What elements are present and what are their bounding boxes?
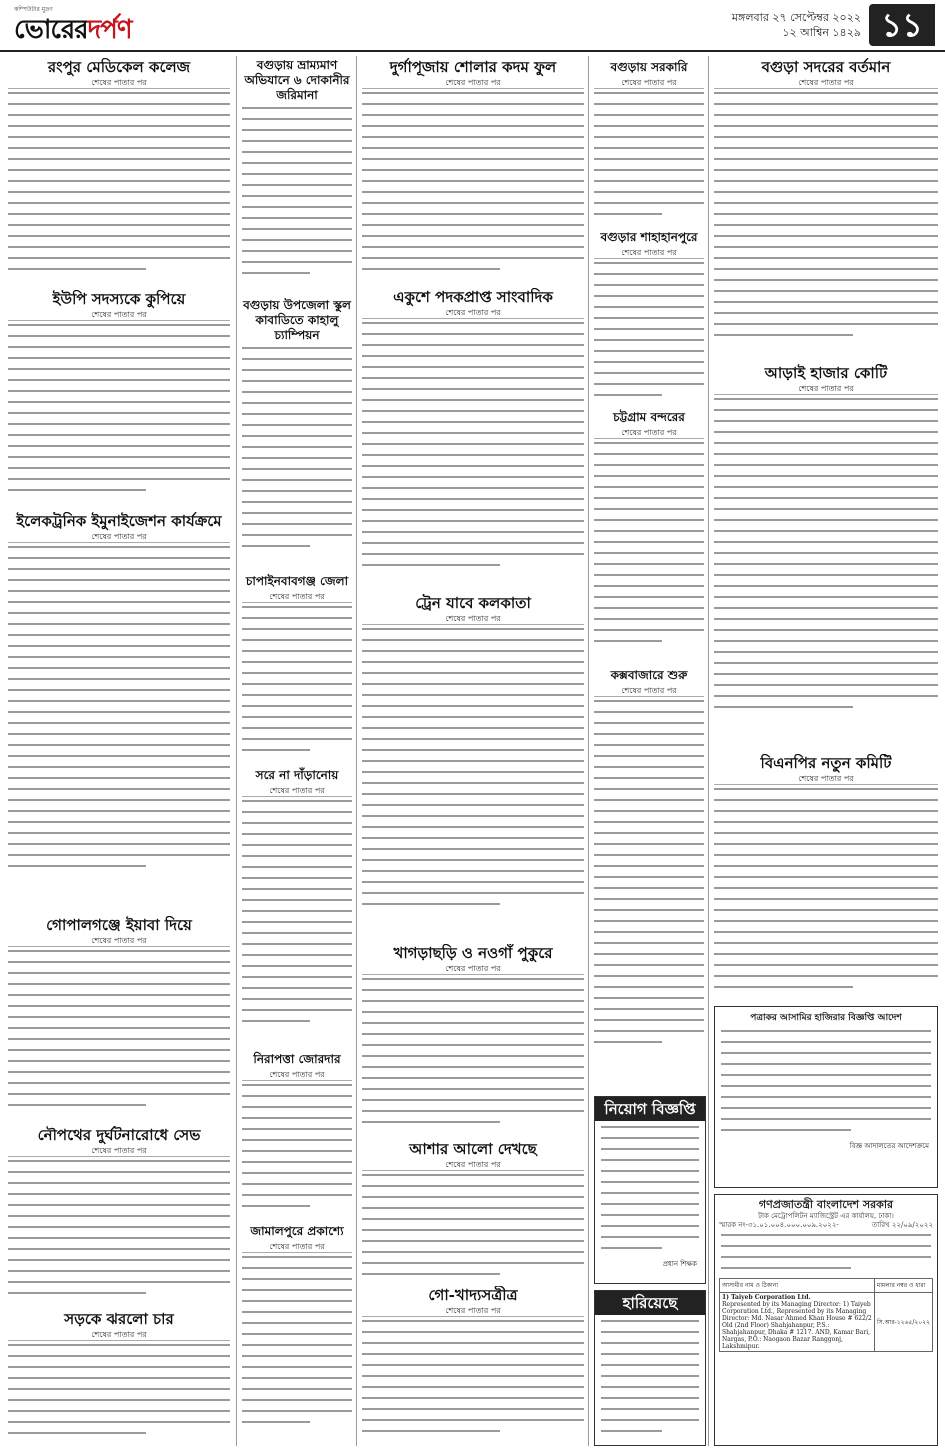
gov-table-header-right: মামলার নম্বর ও ধারা <box>874 1279 932 1293</box>
gov-table-case: সি.আর-১২৬৫/২০২২ <box>874 1293 932 1352</box>
continued-label: শেষের পাতার পর <box>8 309 230 321</box>
article-body <box>8 1344 230 1434</box>
continued-label: শেষের পাতার পর <box>362 613 584 625</box>
summons-title: পত্রাকর আসামির হাজিরার বিজ্ঞপ্তি আদেশ <box>750 1013 902 1023</box>
column-divider <box>236 56 237 1446</box>
summons-body <box>715 1025 937 1131</box>
continued-label: শেষের পাতার পর <box>362 1159 584 1171</box>
continued-label: শেষের পাতার পর <box>362 307 584 319</box>
continued-label: শেষের পাতার পর <box>8 531 230 543</box>
article-body <box>242 1256 352 1423</box>
headline: আশার আলো দেখছে <box>409 1140 537 1158</box>
story-security <box>242 1050 352 1216</box>
story-sore-na-dara <box>242 766 352 1044</box>
story-up-member <box>8 290 230 506</box>
gov-memo-row <box>715 1221 937 1230</box>
masthead <box>0 0 945 52</box>
story-khagrachari <box>362 944 584 1134</box>
continued-label: শেষের পাতার পর <box>594 427 704 439</box>
story-road-char <box>8 1310 230 1446</box>
date-english: মঙ্গলবার ২৭ সেপ্টেম্বর ২০২২ <box>731 11 861 24</box>
continued-label: শেষের পাতার পর <box>362 77 584 89</box>
headline: দুর্গাপূজায় শোলার কদম ফুল <box>389 58 557 76</box>
story-go-khadyo <box>362 1286 584 1446</box>
story-jamalpur <box>242 1222 352 1446</box>
story-bogura-present <box>714 58 938 358</box>
headline: নিরাপত্তা জোরদার <box>253 1052 341 1066</box>
article-body <box>714 92 938 336</box>
headline: বগুড়ার শাহাহানপুরে <box>600 230 698 244</box>
ad-body <box>595 1121 705 1249</box>
article-body <box>594 92 704 215</box>
article-body <box>714 398 938 708</box>
ad-body <box>595 1315 705 1432</box>
newspaper-logo <box>14 4 132 48</box>
continued-label: শেষের পাতার পর <box>594 77 704 89</box>
ad-signature: প্রধান শিক্ষক <box>662 1260 697 1268</box>
article-body <box>594 442 704 642</box>
continued-label: শেষের পাতার পর <box>594 247 704 259</box>
continued-label: শেষের পাতার পর <box>362 963 584 975</box>
headline: ট্রেন যাবে কলকাতা <box>415 594 531 612</box>
date-bangla: ১২ আশ্বিন ১৪২৯ <box>782 26 861 39</box>
continued-label: শেষের পাতার পর <box>8 77 230 89</box>
headline: খাগড়াছড়ি ও নওগাঁ পুকুরে <box>393 944 553 962</box>
continued-label: শেষের পাতার পর <box>242 1069 352 1081</box>
story-train-kolkata <box>362 594 584 938</box>
ad-title: হারিয়েছে <box>595 1291 705 1315</box>
date-block <box>732 10 861 40</box>
headline: চট্টগ্রাম বন্দরের <box>613 410 685 424</box>
headline: রংপুর মেডিকেল কলেজ <box>47 58 191 76</box>
continued-label: শেষের পাতার পর <box>8 1145 230 1157</box>
headline: চাপাইনবাবগঞ্জ জেলা <box>245 574 349 588</box>
continued-label: শেষের পাতার পর <box>8 1329 230 1341</box>
story-bogura-upazila-school <box>242 298 352 566</box>
article-body <box>242 107 352 274</box>
article-body <box>242 1084 352 1207</box>
gov-memo: স্মারক নং-৩১.০১.০০৪.০০০.০০৯.২০২২- <box>719 1221 839 1229</box>
headline: বগুড়া সদরের বর্তমান <box>761 58 891 76</box>
article-body <box>242 347 352 547</box>
article-body <box>362 978 584 1123</box>
ad-harano <box>594 1290 706 1446</box>
story-gopalganj <box>8 916 230 1120</box>
continued-label: শেষের পাতার পর <box>242 591 352 603</box>
gov-date: তারিখ ২২/০৯/২০২২ <box>871 1221 933 1229</box>
continued-label: শেষের পাতার পর <box>362 1305 584 1317</box>
article-body <box>8 324 230 491</box>
article-body <box>362 1320 584 1432</box>
ad-gov-notice <box>714 1194 938 1446</box>
article-body <box>714 788 938 988</box>
ad-niyog-biggyapti <box>594 1096 706 1284</box>
story-electronic-immunization <box>8 512 230 910</box>
headline: নৌপথের দুর্ঘটনারোধে সেভ <box>37 1126 201 1144</box>
story-coxsbazar <box>594 666 704 1090</box>
headline: বগুড়ায় উপজেলা স্কুল কাবাডিতে কাহালু চ্যাম্পিয়ন <box>243 298 351 342</box>
headline: বিএনপির নতুন কমিটি <box>760 754 892 772</box>
continued-label: শেষের পাতার পর <box>242 785 352 797</box>
story-bogura-govt <box>594 58 704 222</box>
story-chapainawabganj <box>242 572 352 760</box>
headline: জামালপুরে প্রকাশ্যে <box>250 1224 344 1238</box>
column-divider <box>708 56 709 1446</box>
story-boat-accident <box>8 1126 230 1304</box>
story-durga-puja <box>362 58 584 282</box>
headline: আড়াই হাজার কোটি <box>764 364 888 382</box>
gov-body <box>715 1230 937 1269</box>
story-chattogram-port <box>594 408 704 660</box>
article-body <box>8 950 230 1106</box>
story-ekushe-padak <box>362 288 584 588</box>
gov-table <box>719 1278 933 1352</box>
ad-court-summons <box>714 1006 938 1188</box>
article-body <box>242 800 352 1022</box>
gov-table-accused: 1) Taiyeb Corporation Ltd. Represented by its Managing Director: 1) Taiyeb Corporation Ltd., Represented by its Managing Director: Md. Nasar Ahmed Khan House # 622/2 Old (2nd Floor) Shahjahanpur, P.S.: Shahjahanpur, Dhaka # 1217. AND, Kamar Bari, Nargas, P.O.: Naogaon Bazar Ranggonj, Lakshmipur. <box>720 1293 875 1352</box>
continued-label: শেষের পাতার পর <box>714 773 938 785</box>
article-body <box>8 92 230 270</box>
article-body <box>242 606 352 751</box>
article-body <box>362 322 584 566</box>
article-body <box>8 546 230 867</box>
logo-tagline: কম্পিউটার মুদ্রণ <box>14 6 53 13</box>
logo-wordmark: ভোরেরদর্পণ <box>14 15 132 45</box>
article-body <box>594 262 704 396</box>
article-body <box>362 1174 584 1275</box>
headline: গোপালগঞ্জে ইয়াবা দিয়ে <box>46 916 192 934</box>
page-number: ১১ <box>869 4 935 46</box>
continued-label: শেষের পাতার পর <box>594 685 704 697</box>
continued-label: শেষের পাতার পর <box>714 77 938 89</box>
column-divider <box>588 56 589 1446</box>
story-rangpur-medical <box>8 58 230 280</box>
gov-office: টাক মেট্রোপলিটন ম্যাজিস্ট্রেট এর কার্যালয়, ঢাকা। <box>758 1212 894 1220</box>
story-bnp-committee <box>714 754 938 1000</box>
headline: বগুড়ায় সরকারি <box>610 60 688 74</box>
article-body <box>362 628 584 905</box>
headline: সরে না দাঁড়ানোয় <box>255 768 339 782</box>
continued-label: শেষের পাতার পর <box>8 935 230 947</box>
continued-label: শেষের পাতার পর <box>242 1241 352 1253</box>
story-asar-alo <box>362 1140 584 1280</box>
headline: একুশে পদকপ্রাপ্ত সাংবাদিক <box>393 288 553 306</box>
story-bogura-mobile-court <box>242 58 352 292</box>
headline: কক্সবাজারে শুরু <box>610 668 688 682</box>
headline: বগুড়ায় ভ্রাম্যমাণ অভিযানে ৬ দোকানীর জরিমানা <box>244 58 350 102</box>
article-body <box>362 92 584 270</box>
article-body <box>594 700 704 1043</box>
story-bogura-shahjahanpur <box>594 228 704 402</box>
gov-table-header-left: আসামীর নাম ও ঠিকানা <box>720 1279 875 1293</box>
column-divider <box>356 56 357 1446</box>
ad-title: নিয়োগ বিজ্ঞপ্তি <box>595 1097 705 1121</box>
summons-signature: বিজ্ঞ আদালতের আদেশক্রমে <box>849 1142 929 1150</box>
headline: সড়কে ঝরলো চার <box>64 1310 174 1328</box>
gov-name: গণপ্রজাতন্ত্রী বাংলাদেশ সরকার <box>758 1198 894 1211</box>
story-arai-hajar <box>714 364 938 748</box>
headline: ইউপি সদস্যকে কুপিয়ে <box>52 290 186 308</box>
article-body <box>8 1160 230 1294</box>
headline: গো-খাদ্যসত্রীত্র <box>428 1286 518 1304</box>
continued-label: শেষের পাতার পর <box>714 383 938 395</box>
headline: ইলেকট্রনিক ইমুনাইজেশন কার্যক্রমে <box>16 512 222 530</box>
